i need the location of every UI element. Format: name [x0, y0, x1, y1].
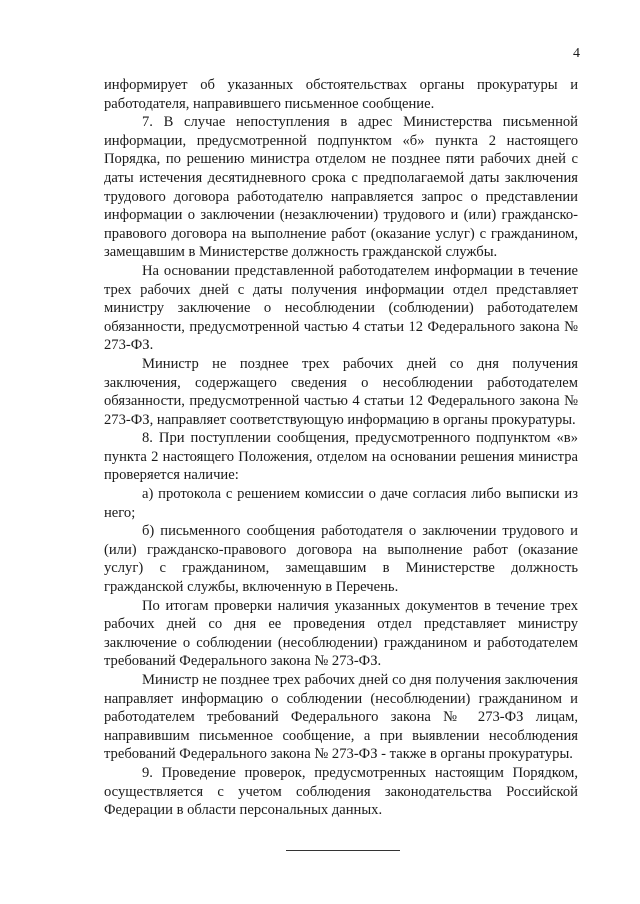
- paragraph-item-a: а) протокола с решением комиссии о даче согласия либо выписки из него;: [104, 486, 578, 521]
- document-body: [104, 76, 578, 820]
- paragraph-clause-9: 9. Проведение проверок, предусмотренных настоящим Порядком, осуществляется с учетом соблюдения законодательства Российской Федерации в области персональных данных.: [104, 764, 578, 819]
- paragraph-clause-8: 8. При поступлении сообщения, предусмотренного подпунктом «в» пункта 2 настоящего Положения, отделом на основании решения министра проверяется наличие:: [104, 430, 578, 484]
- end-of-document-rule: [286, 850, 400, 851]
- paragraph-clause-7: 7. В случае непоступления в адрес Министерства письменной информации, предусмотренной подпунктом «б» пункта 2 настоящего Порядка, по решению министра отделом не позднее пяти рабочих дней с даты истечения десятидневного срока с предполагаемой даты заключения трудового договора работодателю направляется запрос о представлении информации о заключении (незаключении) трудового и (или) гражданско-правового договора на выполнение работ (оказание услуг) с гражданином, замещавшим в Министерстве должность гражданской службы.: [104, 114, 578, 261]
- paragraph-minister-prosecutor: Министр не позднее трех рабочих дней со дня получения заключения, содержащего сведения о несоблюдении работодателем обязанности, предусмотренной частью 4 статьи 12 Федерального закона № 273-ФЗ, направляет соответствующую информацию в органы прокуратуры.: [104, 355, 578, 428]
- paragraph-item-b: б) письменного сообщения работодателя о заключении трудового и (или) гражданско-правового договора на выполнение работ (оказание услуг) с гражданином, замещавшим в Министерстве должность гражданской службы, включенную в Перечень.: [104, 523, 578, 596]
- paragraph-employer-info: На основании представленной работодателем информации в течение трех рабочих дней с даты получения информации отдел представляет министру заключение о несоблюдении (соблюдении) работодателем обязанности, предусмотренной частью 4 статьи 12 Федерального закона № 273-ФЗ.: [104, 262, 578, 354]
- page-number: 4: [573, 46, 580, 61]
- paragraph-continuation: информирует об указанных обстоятельствах органы прокуратуры и работодателя, направившего письменное сообщение.: [104, 77, 578, 112]
- paragraph-minister-notification: Министр не позднее трех рабочих дней со дня получения заключения направляет информацию о соблюдении (несоблюдении) гражданином и работодателем требований Федерального закона № 273-ФЗ лицам, направившим письменное сообщение, а при выявлении несоблюдения требований Федерального закона № 273-ФЗ - также в органы прокуратуры.: [104, 672, 578, 763]
- paragraph-check-results: По итогам проверки наличия указанных документов в течение трех рабочих дней со дня ее проведения отдел представляет министру заключение о соблюдении (несоблюдении) гражданином и работодателем требований Федерального закона № 273-ФЗ.: [104, 597, 578, 670]
